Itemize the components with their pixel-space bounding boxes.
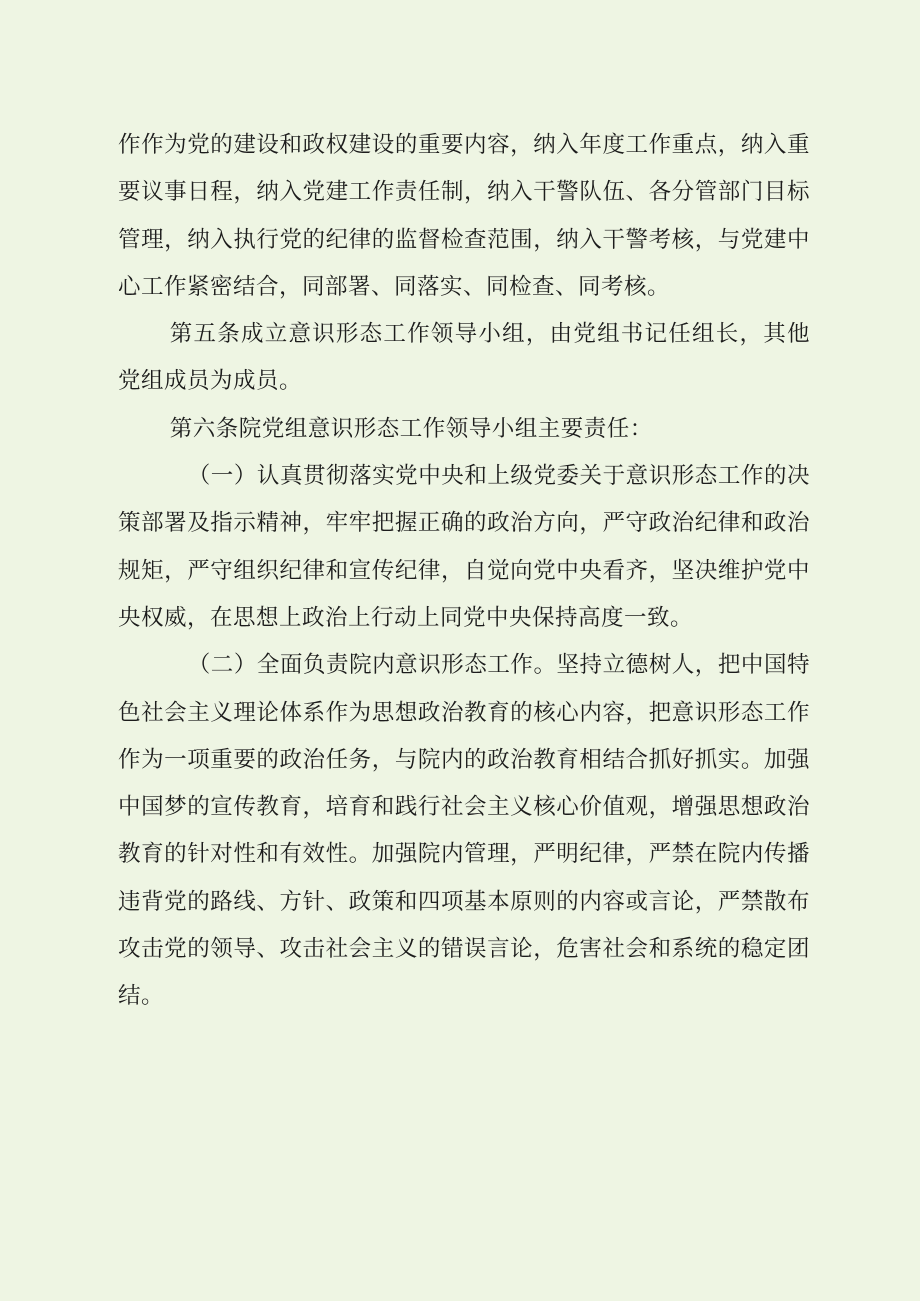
paragraph-item-1: （一）认真贯彻落实党中央和上级党委关于意识形态工作的决策部署及指示精神，牢牢把握正确的政治方向，严守政治纪律和政治规矩，严守组织纪律和宣传纪律，自觉向党中央看齐，坚决维护党中央权威，在思想上政治上行动上同党中央保持高度一致。 (118, 463, 810, 631)
paragraph-continuation: 作作为党的建设和政权建设的重要内容，纳入年度工作重点，纳入重要议事日程，纳入党建工作责任制，纳入干警队伍、各分管部门目标管理，纳入执行党的纪律的监督检查范围，纳入干警考核，与党建中心工作紧密结合，同部署、同落实、同检查、同考核。 (118, 132, 810, 300)
document-body (118, 122, 810, 1021)
paragraph-article-5: 第五条成立意识形态工作领导小组，由党组书记任组长，其他党组成员为成员。 (118, 321, 810, 395)
paragraph-item-2: （二）全面负责院内意识形态工作。坚持立德树人，把中国特色社会主义理论体系作为思想政治教育的核心内容，把意识形态工作作为一项重要的政治任务，与院内的政治教育相结合抓好抓实。加强中国梦的宣传教育，培育和践行社会主义核心价值观，增强思想政治教育的针对性和有效性。加强院内管理，严明纪律，严禁在院内传播违背党的路线、方针、政策和四项基本原则的内容或言论，严禁散布攻击党的领导、攻击社会主义的错误言论，危害社会和系统的稳定团结。 (118, 652, 810, 1010)
paragraph-article-6: 第六条院党组意识形态工作领导小组主要责任： (169, 415, 653, 442)
